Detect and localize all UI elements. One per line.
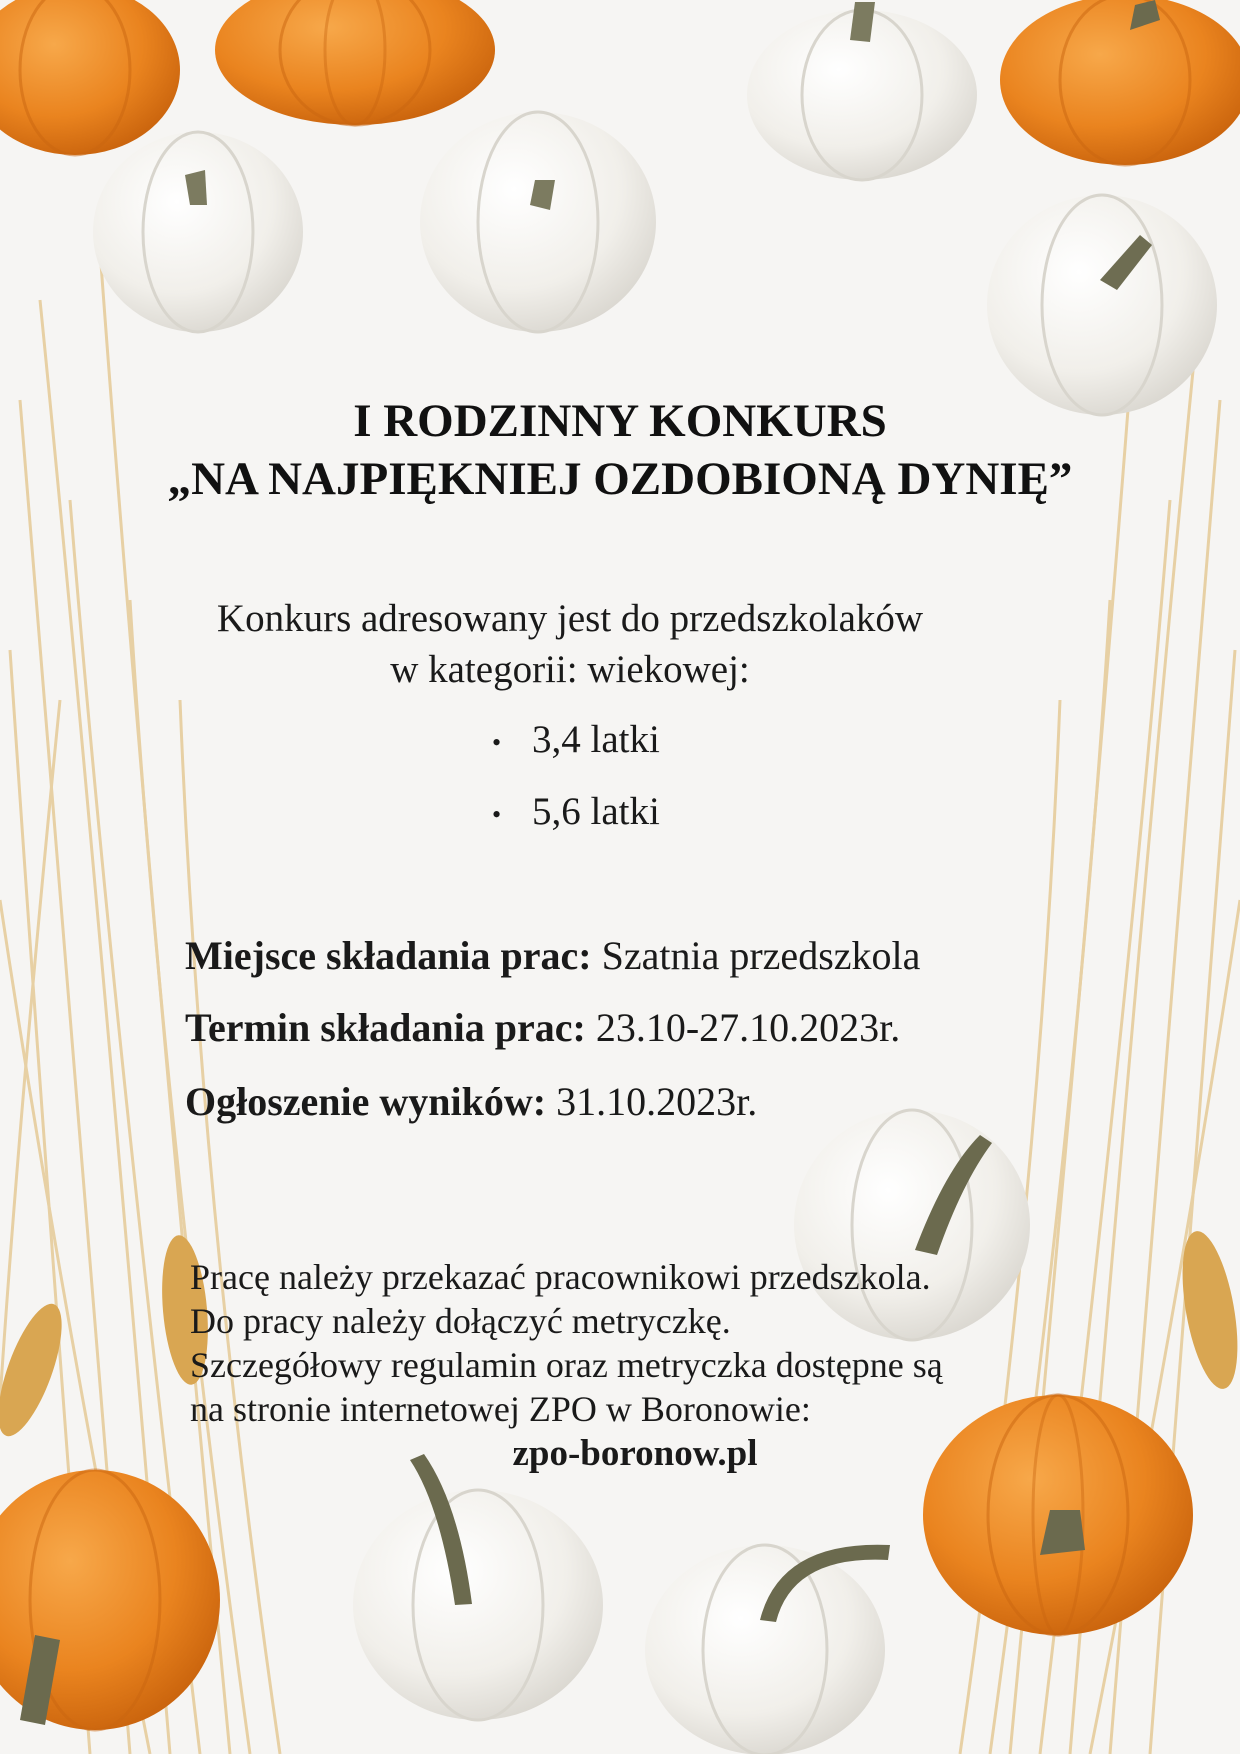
orange-pumpkin-bottom-right (923, 1395, 1193, 1635)
website-link[interactable]: zpo-boronow.pl (512, 1433, 758, 1474)
detail-value: 31.10.2023r. (546, 1079, 758, 1124)
white-pumpkin-3 (747, 2, 977, 180)
category-label: 3,4 latki (532, 718, 660, 761)
bullet: • (492, 728, 502, 758)
detail-place (185, 930, 920, 982)
white-pumpkin-1 (93, 132, 303, 332)
detail-deadline (185, 1002, 900, 1054)
white-pumpkin-7 (645, 1545, 890, 1754)
intro-line-2: w kategorii: wiekowej: (390, 648, 750, 691)
intro-line-1: Konkurs adresowany jest do przedszkolaków (216, 597, 924, 640)
detail-label: Miejsce składania prac: (185, 933, 592, 978)
white-pumpkin-6 (353, 1454, 603, 1720)
orange-pumpkin-bottom-left (0, 1470, 220, 1730)
white-pumpkin-4 (987, 195, 1217, 415)
orange-pumpkin-top-left (0, 0, 180, 155)
detail-label: Termin składania prac: (185, 1005, 586, 1050)
detail-label: Ogłoszenie wyników: (185, 1079, 547, 1124)
orange-pumpkin-top (215, 0, 495, 125)
category-item (492, 716, 660, 767)
note-line: Do pracy należy dołączyć metryczkę. (190, 1301, 731, 1341)
white-pumpkin-2 (420, 112, 656, 332)
note-line: na stronie internetowej ZPO w Boronowie: (190, 1389, 811, 1429)
detail-value: Szatnia przedszkola (591, 933, 921, 978)
orange-pumpkin-top-right (1000, 0, 1240, 165)
detail-results (185, 1076, 757, 1128)
white-pumpkin-5 (794, 1110, 1030, 1340)
bullet: • (492, 800, 502, 830)
corn-cob-left (0, 1233, 213, 1443)
category-label: 5,6 latki (532, 790, 660, 833)
category-item (492, 788, 660, 839)
detail-value: 23.10-27.10.2023r. (585, 1005, 901, 1050)
title-line-2: „NA NAJPIĘKNIEJ OZDOBIONĄ DYNIĘ” (167, 453, 1073, 505)
note-line: Szczegółowy regulamin oraz metryczka dostępne są (190, 1345, 943, 1385)
title-line-1: I RODZINNY KONKURS (353, 395, 887, 447)
note-line: Pracę należy przekazać pracownikowi przedszkola. (190, 1257, 931, 1297)
